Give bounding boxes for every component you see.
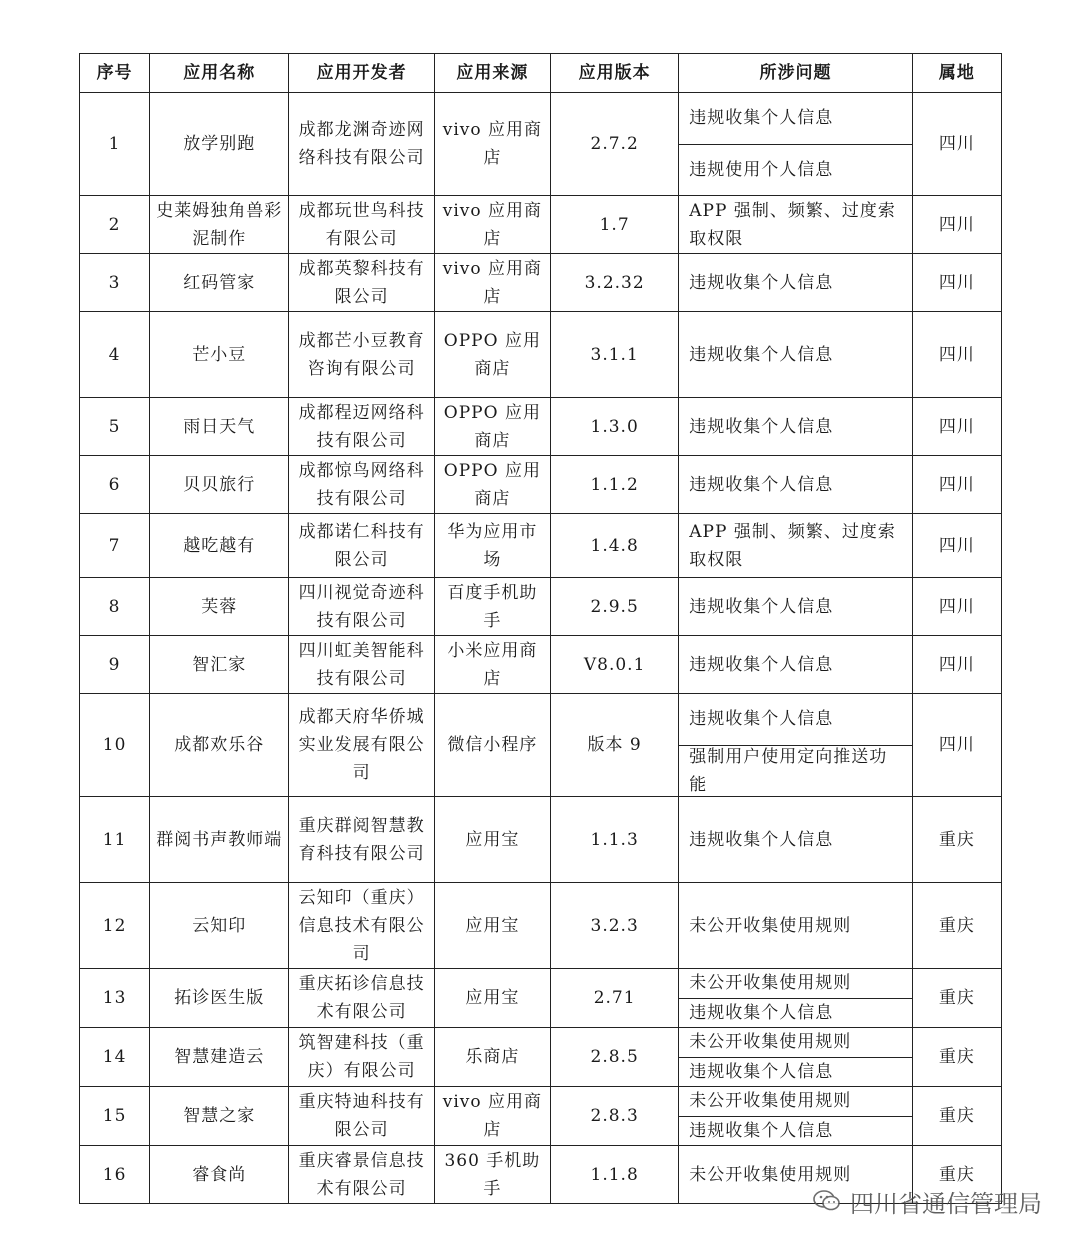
header-no: 序号 bbox=[80, 54, 150, 93]
cell-region: 四川 bbox=[912, 254, 1001, 312]
issue-item: 违规收集个人信息 bbox=[689, 416, 834, 437]
cell-no: 2 bbox=[80, 196, 150, 254]
cell-source: 乐商店 bbox=[434, 1028, 550, 1087]
header-developer: 应用开发者 bbox=[289, 54, 434, 93]
header-source: 应用来源 bbox=[434, 54, 550, 93]
table-row bbox=[80, 93, 1002, 196]
cell-region: 四川 bbox=[912, 694, 1001, 797]
issue-item: 未公开收集使用规则 bbox=[689, 973, 852, 994]
cell-app-name: 越吃越有 bbox=[150, 514, 289, 578]
cell-issues bbox=[679, 883, 913, 969]
table-row bbox=[80, 578, 1002, 636]
cell-app-name: 成都欢乐谷 bbox=[150, 694, 289, 797]
cell-issues bbox=[679, 969, 913, 1028]
cell-version: 3.1.1 bbox=[551, 312, 679, 398]
cell-no: 5 bbox=[80, 398, 150, 456]
table-row bbox=[80, 1087, 1002, 1146]
issue-item: 违规使用个人信息 bbox=[679, 144, 912, 196]
issue-item: 违规收集个人信息 bbox=[679, 998, 912, 1028]
cell-source: 华为应用市场 bbox=[434, 514, 550, 578]
cell-issues bbox=[679, 694, 913, 797]
cell-app-name: 智慧之家 bbox=[150, 1087, 289, 1146]
cell-source: vivo 应用商店 bbox=[434, 196, 550, 254]
cell-developer: 重庆群阅智慧教育科技有限公司 bbox=[289, 797, 434, 883]
cell-source: OPPO 应用商店 bbox=[434, 456, 550, 514]
cell-version: 3.2.32 bbox=[551, 254, 679, 312]
issue-item: 违规收集个人信息 bbox=[689, 654, 834, 675]
cell-region: 重庆 bbox=[912, 797, 1001, 883]
cell-region: 重庆 bbox=[912, 883, 1001, 969]
issue-item: 违规收集个人信息 bbox=[689, 344, 834, 365]
cell-issues bbox=[679, 398, 913, 456]
issue-item: APP 强制、频繁、过度索取权限 bbox=[689, 200, 896, 249]
cell-developer: 成都英黎科技有限公司 bbox=[289, 254, 434, 312]
cell-app-name: 芙蓉 bbox=[150, 578, 289, 636]
cell-version: 2.7.2 bbox=[551, 93, 679, 196]
cell-issues bbox=[679, 514, 913, 578]
cell-region: 四川 bbox=[912, 578, 1001, 636]
issue-item: 违规收集个人信息 bbox=[689, 108, 834, 129]
watermark bbox=[812, 1181, 1042, 1221]
table-row bbox=[80, 969, 1002, 1028]
cell-no: 13 bbox=[80, 969, 150, 1028]
cell-source: OPPO 应用商店 bbox=[434, 398, 550, 456]
cell-source: OPPO 应用商店 bbox=[434, 312, 550, 398]
table-row bbox=[80, 694, 1002, 797]
table-row bbox=[80, 636, 1002, 694]
cell-region: 四川 bbox=[912, 514, 1001, 578]
cell-version: 1.1.2 bbox=[551, 456, 679, 514]
cell-source: 360 手机助手 bbox=[434, 1146, 550, 1204]
cell-region: 重庆 bbox=[912, 969, 1001, 1028]
cell-developer: 成都惊鸟网络科技有限公司 bbox=[289, 456, 434, 514]
table-header-row bbox=[80, 54, 1002, 93]
cell-region: 四川 bbox=[912, 196, 1001, 254]
table-row bbox=[80, 797, 1002, 883]
table-row bbox=[80, 312, 1002, 398]
cell-region: 重庆 bbox=[912, 1146, 1001, 1204]
table-row bbox=[80, 514, 1002, 578]
cell-developer: 重庆睿景信息技术有限公司 bbox=[289, 1146, 434, 1204]
cell-no: 9 bbox=[80, 636, 150, 694]
cell-version: 1.1.3 bbox=[551, 797, 679, 883]
cell-issues bbox=[679, 1087, 913, 1146]
cell-source: 微信小程序 bbox=[434, 694, 550, 797]
header-region: 属地 bbox=[912, 54, 1001, 93]
cell-issues bbox=[679, 578, 913, 636]
cell-issues bbox=[679, 254, 913, 312]
cell-developer: 筑智建科技（重庆）有限公司 bbox=[289, 1028, 434, 1087]
cell-app-name: 贝贝旅行 bbox=[150, 456, 289, 514]
cell-version: 2.9.5 bbox=[551, 578, 679, 636]
cell-no: 3 bbox=[80, 254, 150, 312]
cell-version: 2.8.5 bbox=[551, 1028, 679, 1087]
cell-issues bbox=[679, 93, 913, 196]
cell-version: 1.7 bbox=[551, 196, 679, 254]
cell-developer: 成都龙渊奇迹网络科技有限公司 bbox=[289, 93, 434, 196]
cell-developer: 成都芒小豆教育咨询有限公司 bbox=[289, 312, 434, 398]
table-row bbox=[80, 254, 1002, 312]
cell-source: 小米应用商店 bbox=[434, 636, 550, 694]
issue-item: 违规收集个人信息 bbox=[689, 829, 834, 850]
cell-app-name: 群阅书声教师端 bbox=[150, 797, 289, 883]
issue-item: APP 强制、频繁、过度索取权限 bbox=[689, 521, 896, 570]
cell-version: 3.2.3 bbox=[551, 883, 679, 969]
issue-item: 未公开收集使用规则 bbox=[689, 1091, 852, 1112]
cell-issues bbox=[679, 797, 913, 883]
cell-source: 应用宝 bbox=[434, 883, 550, 969]
issue-item: 违规收集个人信息 bbox=[689, 709, 834, 730]
table-row bbox=[80, 196, 1002, 254]
cell-app-name: 芒小豆 bbox=[150, 312, 289, 398]
cell-app-name: 智汇家 bbox=[150, 636, 289, 694]
header-version: 应用版本 bbox=[551, 54, 679, 93]
cell-version: 1.3.0 bbox=[551, 398, 679, 456]
cell-app-name: 睿食尚 bbox=[150, 1146, 289, 1204]
app-violation-table bbox=[79, 53, 1002, 1204]
cell-no: 11 bbox=[80, 797, 150, 883]
cell-no: 6 bbox=[80, 456, 150, 514]
cell-version: 1.1.8 bbox=[551, 1146, 679, 1204]
cell-developer: 成都玩世鸟科技有限公司 bbox=[289, 196, 434, 254]
table-row bbox=[80, 398, 1002, 456]
cell-source: vivo 应用商店 bbox=[434, 254, 550, 312]
cell-version: V8.0.1 bbox=[551, 636, 679, 694]
cell-issues bbox=[679, 196, 913, 254]
cell-no: 4 bbox=[80, 312, 150, 398]
issue-item: 未公开收集使用规则 bbox=[689, 915, 852, 936]
cell-developer: 重庆拓诊信息技术有限公司 bbox=[289, 969, 434, 1028]
cell-app-name: 拓诊医生版 bbox=[150, 969, 289, 1028]
cell-issues bbox=[679, 456, 913, 514]
cell-issues bbox=[679, 312, 913, 398]
cell-developer: 成都诺仁科技有限公司 bbox=[289, 514, 434, 578]
cell-developer: 四川虹美智能科技有限公司 bbox=[289, 636, 434, 694]
table-row bbox=[80, 1028, 1002, 1087]
issue-item: 强制用户使用定向推送功能 bbox=[679, 745, 912, 797]
cell-source: vivo 应用商店 bbox=[434, 1087, 550, 1146]
cell-app-name: 红码管家 bbox=[150, 254, 289, 312]
table-row bbox=[80, 456, 1002, 514]
cell-no: 10 bbox=[80, 694, 150, 797]
cell-region: 四川 bbox=[912, 93, 1001, 196]
watermark-text: 四川省通信管理局 bbox=[850, 1189, 1042, 1218]
cell-issues bbox=[679, 636, 913, 694]
issue-item: 违规收集个人信息 bbox=[679, 1057, 912, 1087]
header-name: 应用名称 bbox=[150, 54, 289, 93]
cell-app-name: 史莱姆独角兽彩泥制作 bbox=[150, 196, 289, 254]
cell-region: 四川 bbox=[912, 636, 1001, 694]
cell-no: 16 bbox=[80, 1146, 150, 1204]
cell-no: 15 bbox=[80, 1087, 150, 1146]
cell-developer: 重庆特迪科技有限公司 bbox=[289, 1087, 434, 1146]
wechat-icon bbox=[812, 1188, 842, 1214]
cell-no: 7 bbox=[80, 514, 150, 578]
issue-item: 违规收集个人信息 bbox=[689, 596, 834, 617]
cell-no: 14 bbox=[80, 1028, 150, 1087]
cell-no: 1 bbox=[80, 93, 150, 196]
cell-region: 四川 bbox=[912, 398, 1001, 456]
cell-developer: 四川视觉奇迹科技有限公司 bbox=[289, 578, 434, 636]
cell-version: 1.4.8 bbox=[551, 514, 679, 578]
issue-item: 违规收集个人信息 bbox=[679, 1116, 912, 1146]
header-issues: 所涉问题 bbox=[679, 54, 913, 93]
cell-app-name: 云知印 bbox=[150, 883, 289, 969]
cell-developer: 成都程迈网络科技有限公司 bbox=[289, 398, 434, 456]
cell-developer: 云知印（重庆）信息技术有限公司 bbox=[289, 883, 434, 969]
cell-no: 12 bbox=[80, 883, 150, 969]
cell-version: 2.8.3 bbox=[551, 1087, 679, 1146]
cell-no: 8 bbox=[80, 578, 150, 636]
cell-version: 版本 9 bbox=[551, 694, 679, 797]
cell-app-name: 放学别跑 bbox=[150, 93, 289, 196]
issue-item: 未公开收集使用规则 bbox=[689, 1164, 852, 1185]
cell-region: 四川 bbox=[912, 312, 1001, 398]
cell-source: 应用宝 bbox=[434, 797, 550, 883]
cell-app-name: 雨日天气 bbox=[150, 398, 289, 456]
table-body bbox=[80, 93, 1002, 1204]
issue-item: 违规收集个人信息 bbox=[689, 474, 834, 495]
cell-app-name: 智慧建造云 bbox=[150, 1028, 289, 1087]
cell-version: 2.71 bbox=[551, 969, 679, 1028]
issue-item: 未公开收集使用规则 bbox=[689, 1032, 852, 1053]
cell-source: 应用宝 bbox=[434, 969, 550, 1028]
cell-region: 重庆 bbox=[912, 1087, 1001, 1146]
table-row bbox=[80, 883, 1002, 969]
cell-region: 重庆 bbox=[912, 1028, 1001, 1087]
cell-developer: 成都天府华侨城实业发展有限公司 bbox=[289, 694, 434, 797]
cell-issues bbox=[679, 1028, 913, 1087]
issue-item: 违规收集个人信息 bbox=[689, 272, 834, 293]
cell-region: 四川 bbox=[912, 456, 1001, 514]
cell-source: 百度手机助手 bbox=[434, 578, 550, 636]
cell-source: vivo 应用商店 bbox=[434, 93, 550, 196]
